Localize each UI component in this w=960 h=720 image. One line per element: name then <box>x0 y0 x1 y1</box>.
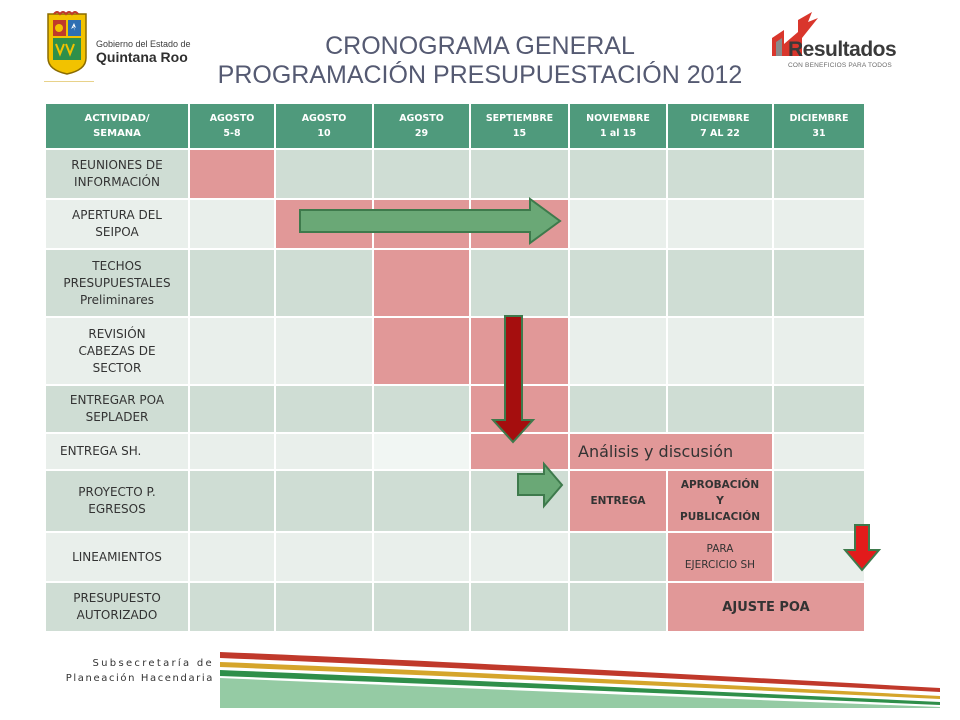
schedule-cell-active <box>276 200 372 248</box>
header-activity: ACTIVIDAD/ SEMANA <box>46 104 188 148</box>
table-header-row <box>46 104 864 148</box>
schedule-cell <box>774 318 864 384</box>
schedule-cell <box>570 583 666 631</box>
schedule-cell <box>774 200 864 248</box>
schedule-cell <box>570 386 666 432</box>
header-week-5: NOVIEMBRE 1 al 15 <box>570 104 666 148</box>
results-logo-tagline: CON BENEFICIOS PARA TODOS <box>788 62 892 69</box>
table-row <box>46 386 864 432</box>
schedule-cell-active <box>190 150 274 198</box>
gov-logo-line2: Quintana Roo <box>96 48 188 65</box>
entrega-cell: ENTREGA <box>570 471 666 531</box>
schedule-cell <box>276 150 372 198</box>
row-label-apertura: APERTURA DEL SEIPOA <box>46 200 188 248</box>
row-label-proyecto: PROYECTO P. EGRESOS <box>46 471 188 531</box>
schedule-cell <box>374 533 469 581</box>
schedule-cell <box>471 471 568 531</box>
schedule-cell-active <box>471 434 568 469</box>
schedule-cell <box>668 250 772 316</box>
schedule-cell <box>471 150 568 198</box>
schedule-cell <box>774 150 864 198</box>
title-line-1: CRONOGRAMA GENERAL <box>325 32 635 60</box>
schedule-cell-active <box>471 386 568 432</box>
page-title <box>200 32 760 90</box>
schedule-cell <box>190 318 274 384</box>
schedule-cell <box>276 318 372 384</box>
row-label-presupuesto: PRESUPUESTO AUTORIZADO <box>46 583 188 631</box>
schedule-cell <box>570 533 666 581</box>
schedule-cell <box>570 318 666 384</box>
row-label-reuniones: REUNIONES DE INFORMACIÓN <box>46 150 188 198</box>
schedule-cell <box>374 150 469 198</box>
state-government-logo <box>44 10 214 80</box>
schedule-cell <box>471 250 568 316</box>
header-week-4: SEPTIEMBRE 15 <box>471 104 568 148</box>
header-week-6: DICIEMBRE 7 AL 22 <box>668 104 772 148</box>
schedule-cell-active <box>374 250 469 316</box>
table-row <box>46 471 864 531</box>
schedule-cell <box>374 583 469 631</box>
table-row <box>46 200 864 248</box>
schedule-cell-active <box>374 200 469 248</box>
schedule-cell <box>190 471 274 531</box>
schedule-cell <box>774 386 864 432</box>
row-label-revision: REVISIÓN CABEZAS DE SECTOR <box>46 318 188 384</box>
footer-line-2: Planeación Hacendaria <box>65 673 214 684</box>
header-week-2: AGOSTO 10 <box>276 104 372 148</box>
state-shield-icon <box>44 10 90 76</box>
schedule-cell-active <box>471 200 568 248</box>
schedule-cell <box>668 200 772 248</box>
row-label-entrega-sh: ENTREGA SH. <box>46 434 188 469</box>
schedule-cell <box>471 533 568 581</box>
table-row <box>46 318 864 384</box>
row-label-entregar-poa: ENTREGAR POA SEPLADER <box>46 386 188 432</box>
schedule-cell <box>774 434 864 469</box>
results-logo <box>768 12 904 72</box>
row-label-techos: TECHOS PRESUPUESTALES Preliminares <box>46 250 188 316</box>
schedule-cell <box>471 583 568 631</box>
schedule-cell <box>774 471 864 531</box>
footer-department <box>40 656 214 686</box>
title-line-2: PROGRAMACIÓN PRESUPUESTACIÓN 2012 <box>217 61 743 89</box>
results-logo-word: Resultados <box>788 38 897 61</box>
table-row <box>46 250 864 316</box>
schedule-cell <box>668 386 772 432</box>
para-ejercicio-cell: PARA EJERCICIO SH <box>668 533 772 581</box>
decorative-swoosh <box>220 648 940 708</box>
schedule-cell <box>276 434 372 469</box>
schedule-cell <box>668 318 772 384</box>
ajuste-poa-cell: AJUSTE POA <box>668 583 864 631</box>
schedule-table <box>44 102 866 633</box>
schedule-cell <box>276 250 372 316</box>
header-week-7: DICIEMBRE 31 <box>774 104 864 148</box>
schedule-cell <box>190 250 274 316</box>
schedule-cell <box>276 533 372 581</box>
schedule-cell <box>374 386 469 432</box>
table-row <box>46 150 864 198</box>
schedule-cell <box>570 250 666 316</box>
gov-logo-line1: Gobierno del Estado de <box>96 39 191 49</box>
schedule-cell <box>190 533 274 581</box>
analisis-cell: Análisis y discusión <box>570 434 772 469</box>
schedule-cell <box>190 583 274 631</box>
aprobacion-cell: APROBACIÓN Y PUBLICACIÓN <box>668 471 772 531</box>
table-row <box>46 583 864 631</box>
schedule-cell <box>570 200 666 248</box>
logo-underline <box>44 81 94 82</box>
schedule-cell <box>276 386 372 432</box>
schedule-cell <box>774 250 864 316</box>
schedule-cell <box>190 434 274 469</box>
schedule-cell <box>374 434 469 469</box>
schedule-cell-active <box>374 318 469 384</box>
table-row <box>46 533 864 581</box>
schedule-cell <box>668 150 772 198</box>
schedule-cell-active <box>471 318 568 384</box>
schedule-cell <box>190 200 274 248</box>
header-week-1: AGOSTO 5-8 <box>190 104 274 148</box>
schedule-cell <box>374 471 469 531</box>
table-row <box>46 434 864 469</box>
row-label-lineamientos: LINEAMIENTOS <box>46 533 188 581</box>
schedule-cell <box>570 150 666 198</box>
schedule-cell <box>774 533 864 581</box>
footer-line-1: Subsecretaría de <box>92 658 214 669</box>
schedule-cell <box>276 583 372 631</box>
schedule-cell <box>276 471 372 531</box>
header-week-3: AGOSTO 29 <box>374 104 469 148</box>
schedule-cell <box>190 386 274 432</box>
